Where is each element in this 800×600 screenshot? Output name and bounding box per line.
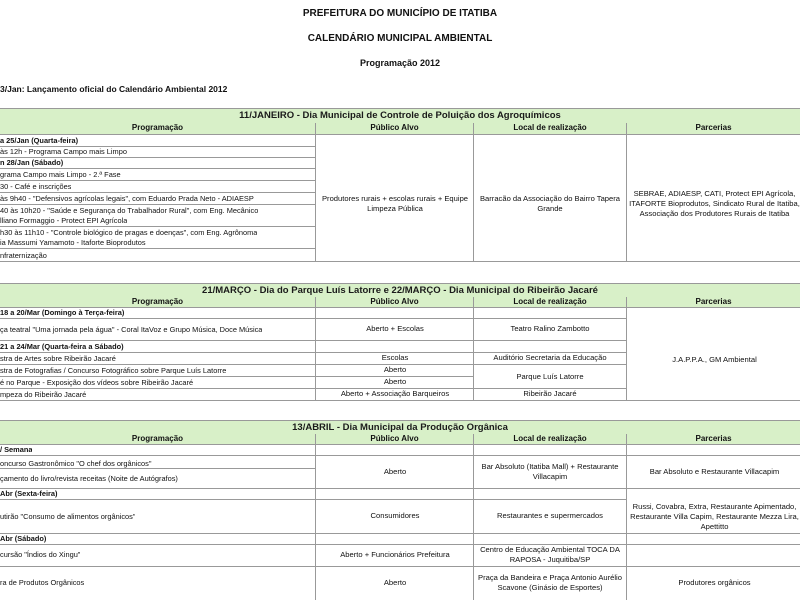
col-header-programacao: Programação bbox=[0, 123, 315, 134]
mar-subheader-21: 21 a 24/Mar (Quarta-feira a Sábado) bbox=[0, 342, 124, 351]
col-header-local: Local de realização bbox=[474, 297, 626, 307]
abr-publico: Aberto bbox=[383, 467, 407, 476]
col-header-publico: Público Alvo bbox=[316, 434, 473, 444]
jan-row: lliano Formaggio - Protect EPI Agrícola bbox=[0, 216, 128, 225]
abr-row-mutirao: utirão "Consumo de alimentos orgânicos" bbox=[0, 512, 136, 521]
mar-parcerias: J.A.P.P.A., GM Ambiental bbox=[672, 354, 757, 364]
mar-row: stra de Fotografias / Concurso Fotográfico sobre Parque Luís Latorre bbox=[0, 366, 227, 375]
mar-publico: Aberto bbox=[383, 377, 407, 386]
col-header-publico: Público Alvo bbox=[316, 297, 473, 307]
jan-subheader-25: a 25/Jan (Quarta-feira) bbox=[0, 136, 79, 145]
doc-title-calendario: CALENDÁRIO MUNICIPAL AMBIENTAL bbox=[307, 33, 493, 44]
mar-row-teatro: ça teatral "Uma jornada pela água" - Coral ItaVoz e Grupo Música, Doce Música bbox=[0, 325, 263, 334]
doc-title-prefeitura: PREFEITURA DO MUNICÍPIO DE ITATIBA bbox=[302, 8, 498, 19]
col-header-parcerias: Parcerias bbox=[627, 434, 800, 444]
abr-row-livro: çamento do livro/revista receitas (Noite de Autógrafos) bbox=[0, 474, 178, 483]
mar-publico: Aberto + Associação Barqueiros bbox=[340, 389, 450, 398]
col-header-programacao: Programação bbox=[0, 297, 315, 307]
section-title-abr: 13/ABRIL - Dia Municipal da Produção Orgânica bbox=[0, 420, 800, 435]
abr-row-excursao: cursão "Índios do Xingu" bbox=[0, 550, 81, 559]
col-header-publico: Público Alvo bbox=[316, 123, 473, 134]
abr-publico: Aberto bbox=[383, 578, 407, 587]
abr-local: Praça da Bandeira e Praça Antonio Aurélio Scavone (Ginásio de Esportes) bbox=[478, 573, 622, 592]
abr-subheader-semana: / Semana bbox=[0, 445, 33, 454]
col-header-parcerias: Parcerias bbox=[627, 123, 800, 134]
intro-line: 3/Jan: Lançamento oficial do Calendário Ambiental 2012 bbox=[0, 84, 228, 94]
jan-row: às 12h - Programa Campo mais Limpo bbox=[0, 147, 127, 156]
jan-row: 30 - Café e inscrições bbox=[0, 182, 72, 191]
abr-row-concurso: oncurso Gastronômico "O chef dos orgânicos" bbox=[0, 459, 152, 468]
jan-row: h30 às 11h10 - "Controle biológico de pragas e doenças", com Eng. Agrônoma bbox=[0, 228, 258, 237]
abr-local: Bar Absoluto (Itatiba Mall) + Restaurante Villacapim bbox=[481, 462, 619, 481]
mar-local: Auditório Secretaria da Educação bbox=[493, 353, 607, 362]
jan-row: nfraternização bbox=[0, 251, 47, 260]
abr-local: Restaurantes e supermercados bbox=[497, 511, 603, 520]
col-header-local: Local de realização bbox=[474, 434, 626, 444]
abr-publico: Aberto + Funcionários Prefeitura bbox=[340, 550, 450, 559]
section-title-jan: 11/JANEIRO - Dia Municipal de Controle de Poluição dos Agroquímicos bbox=[0, 108, 800, 124]
abr-subheader-sabado: Abr (Sábado) bbox=[0, 534, 47, 543]
jan-row: ia Massumi Yamamoto - Itaforte Bioprodutos bbox=[0, 238, 146, 247]
abr-parcerias: Bar Absoluto e Restaurante Villacapim bbox=[649, 467, 780, 476]
abr-publico: Consumidores bbox=[370, 511, 420, 520]
mar-subheader-18: 18 a 20/Mar (Domingo à Terça-feira) bbox=[0, 308, 125, 317]
jan-publico: Produtores rurais + escolas rurais + Equipe Limpeza Pública bbox=[321, 194, 469, 213]
abr-parcerias: Russi, Covabra, Extra, Restaurante Apimentado, Restaurante Villa Capim, Restaurante Mezza Lira, Apettitto bbox=[630, 501, 799, 531]
jan-local: Barracão da Associação do Bairro Tapera Grande bbox=[479, 194, 620, 213]
jan-subheader-28: n 28/Jan (Sábado) bbox=[0, 158, 64, 167]
abr-parcerias: Produtores orgânicos bbox=[678, 578, 751, 587]
mar-local-parque: Parque Luís Latorre bbox=[516, 371, 584, 381]
section-title-mar: 21/MARÇO - Dia do Parque Luís Latorre e 22/MARÇO - Dia Municipal do Ribeirão Jacaré bbox=[0, 283, 800, 298]
mar-publico-teatro: Aberto + Escolas bbox=[366, 324, 424, 333]
abr-local: Centro de Educação Ambiental TOCA DA RAPOSA - Juquitiba/SP bbox=[480, 545, 620, 564]
mar-row: stra de Artes sobre Ribeirão Jacaré bbox=[0, 354, 116, 363]
col-header-parcerias: Parcerias bbox=[627, 297, 800, 307]
abr-subheader-sexta: Abr (Sexta-feira) bbox=[0, 489, 58, 498]
jan-row: grama Campo mais Limpo - 2.ª Fase bbox=[0, 170, 121, 179]
jan-parcerias: SEBRAE, ADIAESP, CATI, Protect EPI Agrícola, ITAFORTE Bioprodutos, Sindicato Rural de Itatiba, Associação dos Produtores Rurais de Itatiba bbox=[629, 189, 800, 218]
jan-row: 40 às 10h20 - "Saúde e Segurança do Trabalhador Rural", com Eng. Mecânico bbox=[0, 206, 259, 215]
doc-title-programacao: Programação 2012 bbox=[359, 58, 441, 68]
mar-publico: Aberto bbox=[383, 365, 407, 374]
jan-row: às 9h40 - "Defensivos agrícolas legais", com Eduardo Prada Neto - ADIAESP bbox=[0, 194, 254, 203]
col-header-programacao: Programação bbox=[0, 434, 315, 444]
abr-row-feira: ra de Produtos Orgânicos bbox=[0, 578, 85, 587]
mar-row: é no Parque - Exposição dos vídeos sobre Ribeirão Jacaré bbox=[0, 378, 194, 387]
mar-row: mpeza do Ribeirão Jacaré bbox=[0, 390, 87, 399]
mar-local: Ribeirão Jacaré bbox=[523, 389, 577, 398]
mar-publico: Escolas bbox=[381, 353, 409, 362]
col-header-local: Local de realização bbox=[474, 123, 626, 134]
mar-local-teatro: Teatro Ralino Zambotto bbox=[510, 324, 590, 333]
